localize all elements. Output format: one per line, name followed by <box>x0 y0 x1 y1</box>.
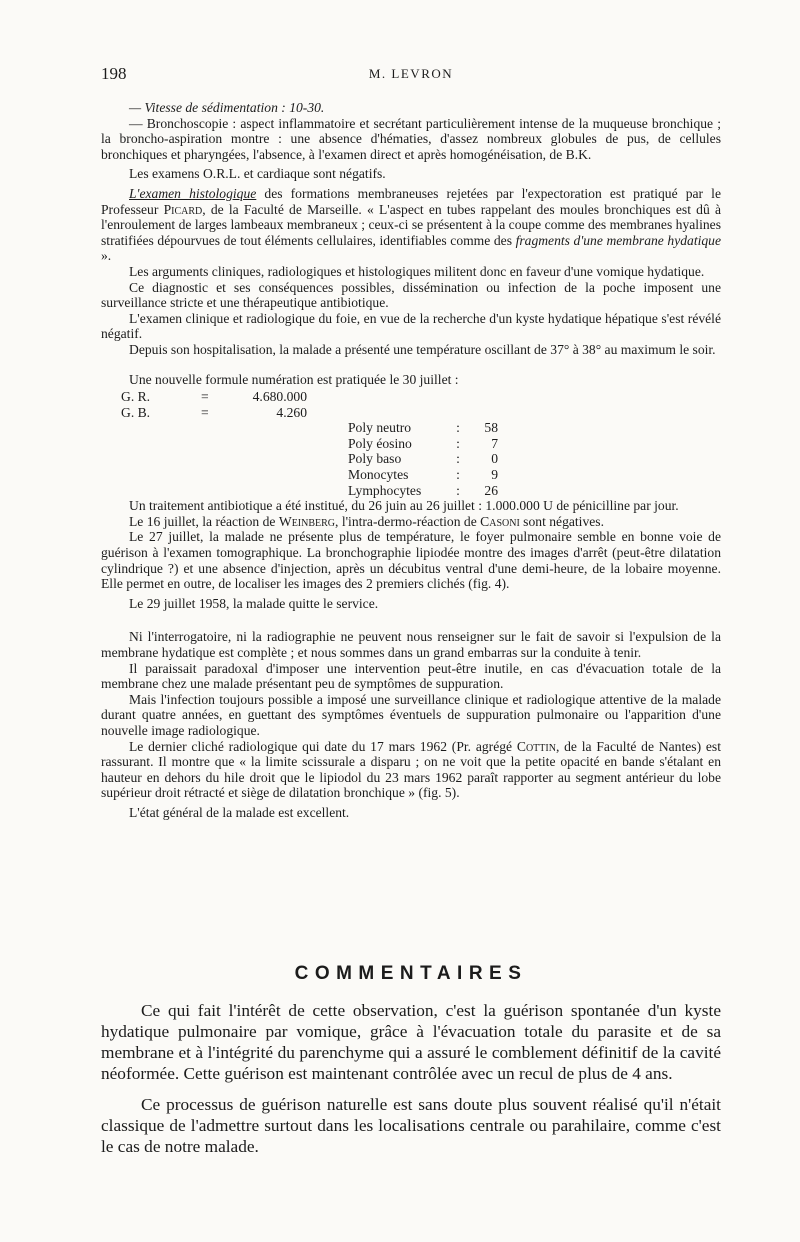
paragraph-sortie: Le 29 juillet 1958, la malade quitte le service. <box>129 595 379 611</box>
paragraph-infection: Mais l'infection toujours possible a imposé une surveillance clinique et radiologique attentive de la malade durant quatre années, en guettant des symptômes éventuels de suppuration pulmonaire ou l'apparition d'une nouvelle image radiologique. <box>101 691 721 738</box>
formula-row: Poly éosino : 7 <box>348 435 498 451</box>
paragraph-tomographie: Le 27 juillet, la malade ne présente plus de température, le foyer pulmonaire semble en bonne voie de guérison à l'examen tomographique. La bronchographie lipiodée montre des images d'arrêt (peut-être dilatation cylindrique ?) et une absence d'injection, après un décubitus ventral d'une demi-heure, de la lobaire moyenne. Elle permet en outre, de localiser les images des 2 premiers clichés (fig. 4). <box>101 529 721 592</box>
paragraph-interrogatoire: Ni l'interrogatoire, ni la radiographie ne peuvent nous renseigner sur le fait de savoir si l'expulsion de la membrane hydatique est complète ; et nous sommes dans un grand embarras sur la conduite à tenir. <box>101 629 721 660</box>
running-head: M. LEVRON <box>368 66 454 81</box>
paragraph-numeration: Une nouvelle formule numération est pratiquée le 30 juillet : <box>129 371 459 387</box>
paragraph-traitement: Un traitement antibiotique a été institué, du 26 juin au 26 juillet : 1.000.000 U de pénicilline par jour. <box>129 498 679 514</box>
paragraph-diagnostic: Ce diagnostic et ses conséquences possibles, dissémination ou infection de la poche imposent une surveillance stricte et une thérapeutique antibiotique. <box>101 279 721 311</box>
section-title-commentaires: COMMENTAIRES <box>294 963 528 984</box>
formula-row: Lymphocytes : 26 <box>348 482 498 498</box>
paragraph-etat-general: L'état général de la malade est excellent. <box>129 804 350 820</box>
paragraph-foie: L'examen clinique et radiologique du foie, en vue de la recherche d'un kyste hydatique hépatique s'est révélé négatif. <box>101 310 721 342</box>
paragraph-orl: Les examens O.R.L. et cardiaque sont négatifs. <box>129 166 386 182</box>
paragraph-cliche: Le dernier cliché radiologique qui date du 17 mars 1962 (Pr. agrégé Cottin, de la Faculté de Nantes) est rassurant. Il montre que « la limite scissurale a disparu ; on ne voit que la petite opacité en bande s'étalant en hauteur en dehors du hile droit que le lipiodol du 23 mars 1962 paraît rapporter au segment antérieur du lobe supérieur droit rétracté et siège de dilatation bronchique » (fig. 5). <box>101 738 721 801</box>
numeration-table <box>101 389 721 420</box>
formula-table <box>348 420 721 498</box>
paragraph-histologique: L'examen histologique des formations membraneuses rejetées par l'expectoration est pratiqué par le Professeur Picard, de la Faculté de Marseille. « L'aspect en tubes rappelant des moules bronchiques est dû à l'enroulement de larges lambeaux membraneux ; ceux-ci se présentent à la coupe comme des membranes hyalines stratifiées dépourvues de tout éléments cellulaires, identifiables comme des fragments d'une membrane hydatique ». <box>101 185 722 264</box>
paragraph-temperature: Depuis son hospitalisation, la malade a présenté une température oscillant de 37° à 38° au maximum le soir. <box>129 341 716 357</box>
paragraph-arguments: Les arguments cliniques, radiologiques et histologiques militent donc en faveur d'une vomique hydatique. <box>129 263 705 279</box>
commentaire-paragraph: Ce qui fait l'intérêt de cette observation, c'est la guérison spontanée d'un kyste hydatique pulmonaire par vomique, grâce à l'évacuation totale du parasite et de sa membrane et à l'intégrité du parenchyme qui a assuré le comblement définitif de la cavité néoformée. Cette guérison est maintenant contrôlée avec un recul de plus de 4 ans. <box>101 1001 721 1083</box>
paragraph-sedimentation: — Vitesse de sédimentation : 10-30. <box>129 100 325 115</box>
commentaire-paragraph: Ce processus de guérison naturelle est sans doute plus souvent réalisé qu'il n'était classique de l'admettre surtout dans les localisations centrale ou parahilaire, comme c'est le cas de notre malade. <box>101 1095 721 1156</box>
commentaires-body <box>101 1000 721 1157</box>
paragraph-bronchoscopie: — Bronchoscopie : aspect inflammatoire et secrétant particulièrement intense de la muqueuse bronchique ; la broncho-aspiration montre : une absence d'hématies, d'assez nombreux globules de pus, de cellules bronchiques et pharyngées, l'absence, à l'examen direct et après homogénéisation, de B.K. <box>101 115 721 162</box>
page-number: 198 <box>101 64 127 83</box>
formula-row: Poly neutro : 58 <box>348 420 498 436</box>
formula-row: Poly baso : 0 <box>348 451 498 467</box>
numeration-row: G. B. = 4.260 <box>121 404 307 420</box>
paragraph-weinberg: Le 16 juillet, la réaction de Weinberg, l'intra-dermo-réaction de Casoni sont négatives. <box>129 513 604 529</box>
article-body <box>101 100 721 821</box>
formula-row: Monocytes : 9 <box>348 467 498 483</box>
paragraph-paradoxal: Il paraissait paradoxal d'imposer une intervention peut-être inutile, en cas d'évacuation totale de la membrane chez une malade présentant peu de symptômes de suppuration. <box>101 660 721 692</box>
page-header <box>101 64 721 88</box>
numeration-row: G. R. = 4.680.000 <box>121 389 307 405</box>
